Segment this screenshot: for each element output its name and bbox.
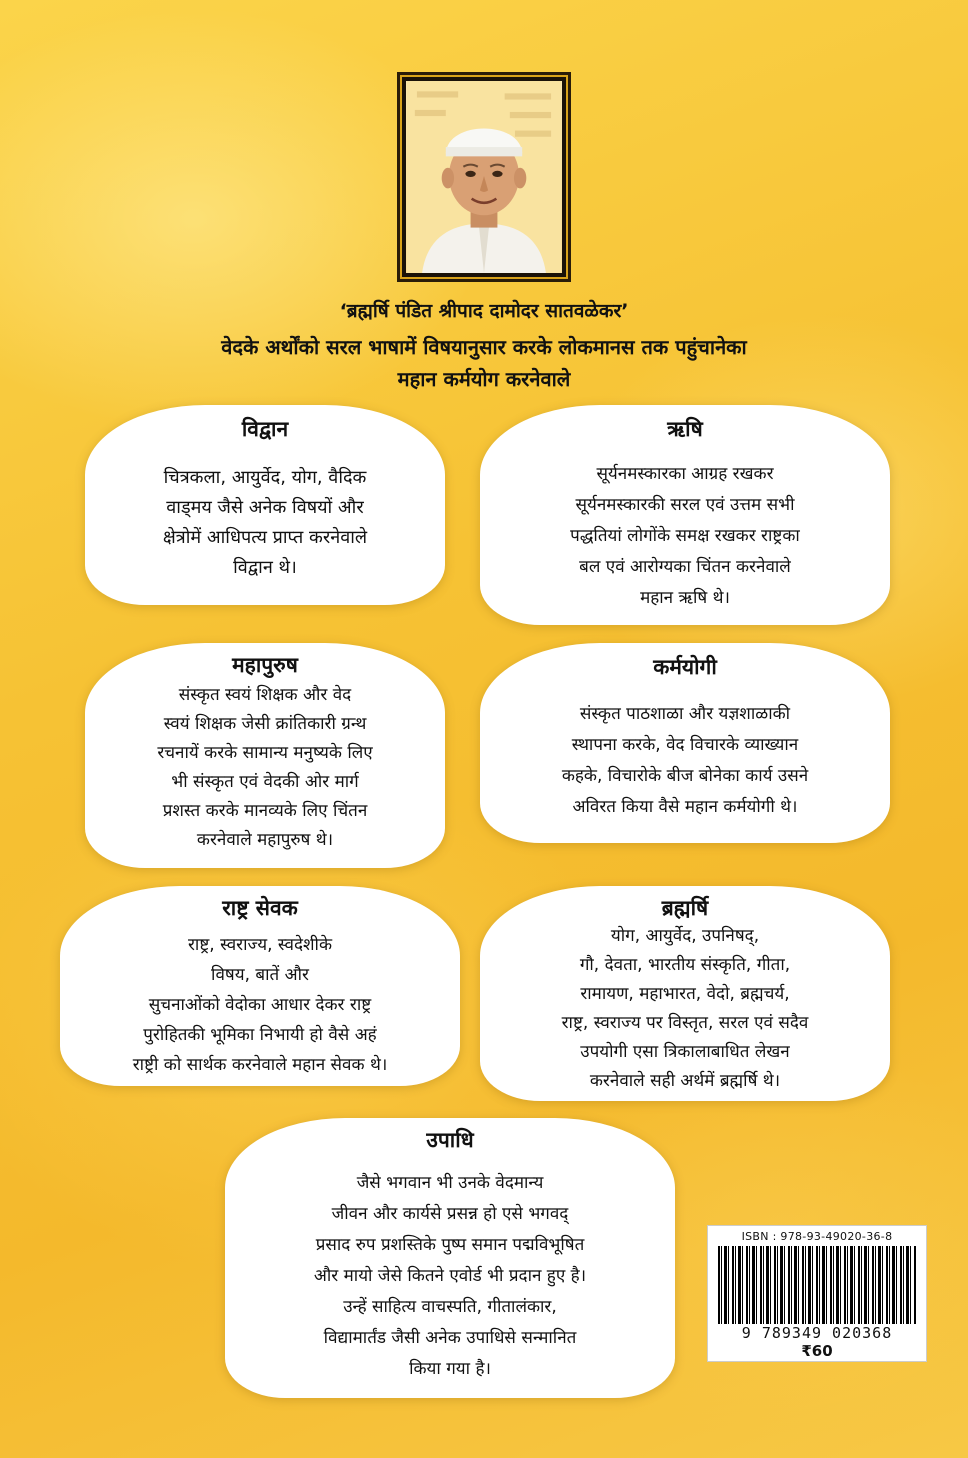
isbn-barcode-block xyxy=(707,1225,927,1362)
card-vidvan xyxy=(85,405,445,605)
card-text: संस्कृत स्वयं शिक्षक और वेद स्वयं शिक्षक जेसी क्रांतिकारी ग्रन्थ रचनायें करके सामान्य मनुष्यके लिए भी संस्कृत एवं वेदकी ओर मार्ग प्रशस्त करके मानव्यके लिए चिंतन करनेवाले महापुरुष थे। xyxy=(157,685,373,850)
barcode-number: 9 789349 020368 xyxy=(741,1324,893,1342)
author-portrait-image xyxy=(406,81,562,273)
author-name-heading: ‘ब्रह्मर्षि पंडित श्रीपाद दामोदर सातवळेकर’ xyxy=(339,300,629,322)
card-title: उपाधि xyxy=(426,1128,474,1152)
card-text: सूर्यनमस्कारका आग्रह रखकर सूर्यनमस्कारकी सरल एवं उत्तम सभी पद्धतियां लोगोंके समक्ष रखकर राष्ट्रका बल एवं आरोग्यका चिंतन करनेवाले महान ऋषि थे। xyxy=(570,464,800,608)
card-text: राष्ट्र, स्वराज्य, स्वदेशीके विषय, बातें और सुचनाओंको वेदोका आधार देकर राष्ट्र पुरोहितकी भूमिका निभायी हो वैसे अहं राष्ट्री को सार्थक करनेवाले महान सेवक थे। xyxy=(132,935,388,1075)
card-text: संस्कृत पाठशाळा और यज्ञशाळाकी स्थापना करके, वेद विचारके व्याख्यान कहके, विचारोके बीज बोनेका कार्य उसने अविरत किया वैसे महान कर्मयोगी थे। xyxy=(561,704,809,817)
card-title: ब्रह्मर्षि xyxy=(661,896,709,920)
card-title: ऋषि xyxy=(667,417,703,441)
card-title: विद्वान xyxy=(241,417,289,441)
card-upadhi xyxy=(225,1118,675,1398)
card-title: राष्ट्र सेवक xyxy=(222,896,298,920)
subtitle-line-2: महान कर्मयोग करनेवाले xyxy=(397,367,571,391)
card-rashtra-sevak xyxy=(60,886,460,1086)
price-label: ₹60 xyxy=(801,1342,833,1360)
card-brahmarshi xyxy=(480,886,890,1101)
author-portrait xyxy=(402,77,566,277)
subtitle-line-1: वेदके अर्थोंको सरल भाषामें विषयानुसार करके लोकमानस तक पहुंचानेका xyxy=(221,335,747,359)
card-karmayogi xyxy=(480,643,890,843)
barcode-icon xyxy=(718,1246,916,1324)
card-text: चित्रकला, आयुर्वेद, योग, वैदिक वाड्मय जैसे अनेक विषयों और क्षेत्रोमें आधिपत्य प्राप्त करनेवाले विद्वान थे। xyxy=(162,467,368,578)
card-text: योग, आयुर्वेद, उपनिषद्, गौ, देवता, भारतीय संस्कृति, गीता, रामायण, महाभारत, वेदो, ब्रह्मचर्य, राष्ट्र, स्वराज्य पर विस्तृत, सरल एवं सदैव उपयोगी एसा त्रिकालाबाधित लेखन करनेवाले सही अर्थमें ब्रह्मर्षि थे। xyxy=(561,926,809,1091)
isbn-label: ISBN : 978-93-49020-36-8 xyxy=(741,1230,893,1243)
card-title: कर्मयोगी xyxy=(653,655,717,679)
card-text: जैसे भगवान भी उनके वेदमान्य जीवन और कार्यसे प्रसन्न हो एसे भगवद् प्रसाद रुप प्रशस्तिके पुष्प समान पद्मविभूषित और मायो जेसे कितने एवोर्ड भी प्रदान हुए है। उन्हें साहित्य वाचस्पति, गीतालंकार, विद्यामार्तंड जैसी अनेक उपाधिसे सन्मानित किया गया है। xyxy=(313,1173,587,1379)
card-title: महापुरुष xyxy=(232,653,298,677)
card-rishi xyxy=(480,405,890,625)
card-mahapurush xyxy=(85,643,445,868)
